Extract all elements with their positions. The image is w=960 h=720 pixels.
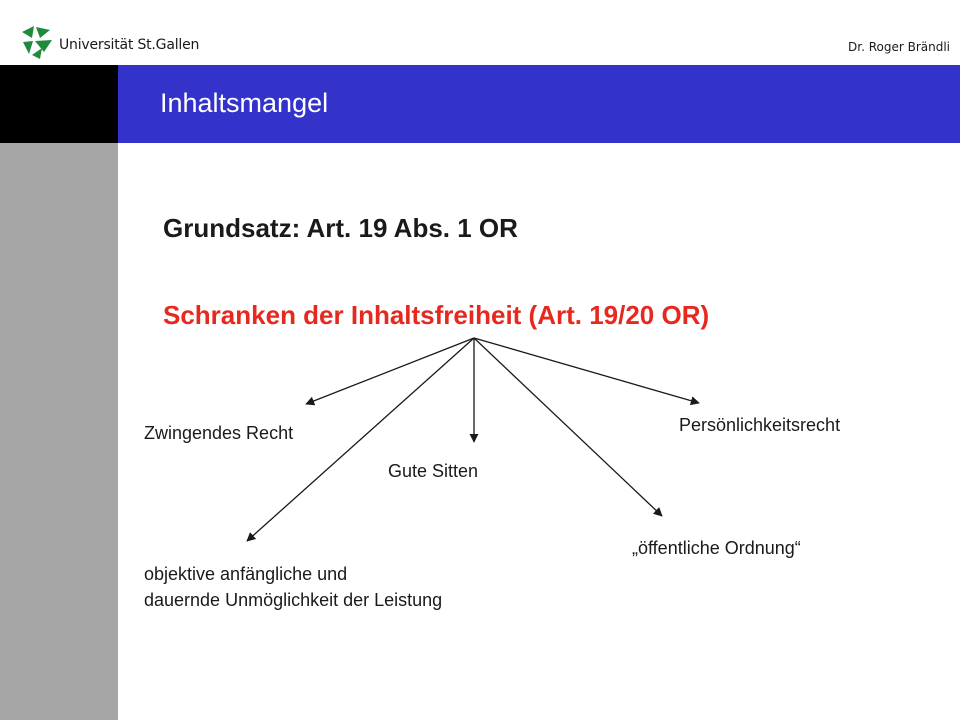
branch-persoenlichkeitsrecht: Persönlichkeitsrecht (679, 415, 841, 435)
branch-zwingendes-recht: Zwingendes Recht (144, 423, 294, 443)
branch-unmoeglichkeit (144, 561, 442, 613)
author-name: Dr. Roger Brändli (848, 40, 950, 54)
branch-unmoeglichkeit-line1: objektive anfängliche und (144, 564, 348, 584)
arrow-zwingendes-recht (306, 338, 474, 404)
university-name: Universität St.Gallen (59, 37, 200, 53)
limits-heading: Schranken der Inhaltsfreiheit (Art. 19/20 OR) (163, 300, 710, 330)
branch-unmoeglichkeit-line2: dauernde Unmöglichkeit der Leistung (144, 590, 443, 610)
branch-oeffentliche-ordnung: „öffentliche Ordnung“ (632, 538, 801, 558)
slide-title: Inhaltsmangel (160, 88, 329, 118)
branch-gute-sitten: Gute Sitten (388, 461, 479, 481)
principle-heading: Grundsatz: Art. 19 Abs. 1 OR (163, 213, 518, 243)
